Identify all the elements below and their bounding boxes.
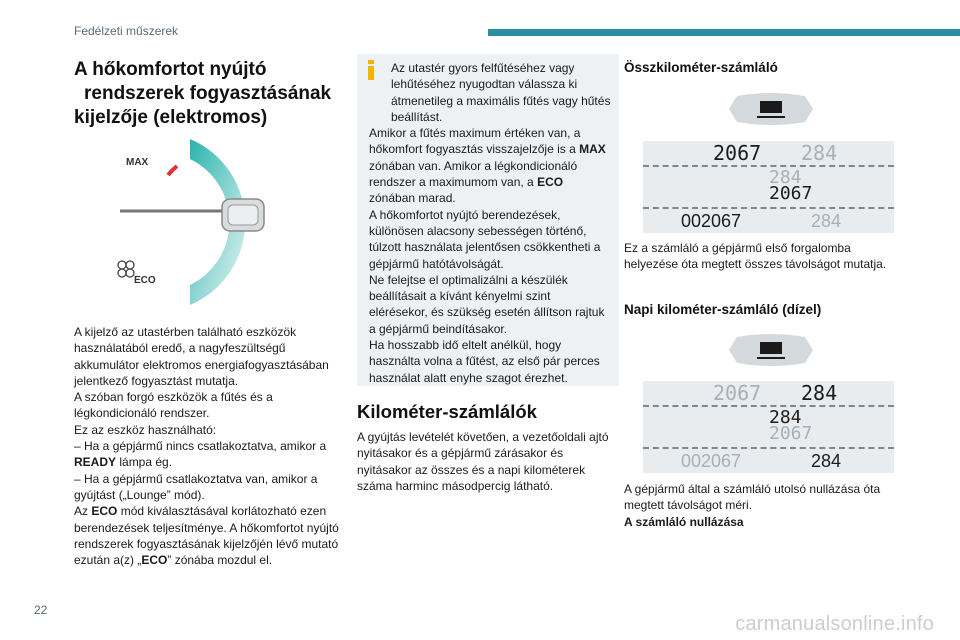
note-sentence-5: Ha hosszabb idő eltelt anélkül, hogy használta volna a fűtést, az első pár perces használat alatt enyhe szagot érezhet.: [369, 338, 600, 385]
trip-lcd-trip: 284: [811, 451, 842, 471]
trip-lcd-total: 002067: [681, 451, 742, 471]
display-divider-2: [643, 207, 894, 209]
info-note-text: [369, 60, 611, 386]
gauge-max-label: MAX: [126, 157, 149, 168]
note-sentence-2: Amikor a fűtés maximum értéken van, a hőkomfort fogyasztás visszajelzője is a MAX zónában van. Amikor a légkondicionáló rendszer a maximumom van, a ECO zónában marad.: [369, 126, 606, 206]
trip-odometer-heading: Napi kilométer-számláló (dízel): [624, 302, 822, 317]
total-display-total-top: 2067: [713, 141, 762, 165]
trip-odometer-paragraph: A gépjármű által a számláló utolsó nullázása óta megtett távolságot méri.: [624, 482, 881, 513]
gauge-hub-inner: [228, 205, 258, 225]
odometer-button-icon: [727, 92, 815, 126]
col1-bullet-1: – Ha a gépjármű nincs csatlakoztatva, amikor a READY lámpa ég.: [74, 439, 327, 470]
trip-button-icon: [727, 333, 815, 367]
gauge-redzone: [168, 166, 177, 175]
trip-display-total-middle: 2067: [769, 423, 813, 444]
total-display-trip-top: 284: [801, 141, 838, 165]
gauge-eco-label: ECO: [134, 275, 156, 286]
total-odometer-heading: Összkilométer-számláló: [624, 60, 778, 75]
trip-odometer-display: [643, 381, 894, 473]
note-sentence-4: Ne felejtse el optimalizálni a készülék beállításait a kívánt kényelmi szint elérésekor, és szükség esetén állítson rajtuk a gépjármű beindításakor.: [369, 272, 605, 336]
col1-paragraph-4: Az ECO mód kiválasztásával korlátozható ezen berendezések teljesítménye. A hőkomfortot nyújtó rendszerek fogyasztásának kijelzőjén lévő mutató ezután a(z) „ECO” zónába mozdul el.: [74, 504, 339, 568]
trip-reset-heading: A számláló nullázása: [624, 514, 744, 529]
page-number: 22: [34, 603, 48, 617]
section-header: Fedélzeti műszerek: [74, 24, 179, 38]
col1-paragraph-1: A kijelző az utastérben található eszközök használatából eredő, a nagyfeszültségű akkumulátor elektromos energiafogyasztásában jelentkező fogyasztást mutatja.: [74, 325, 329, 388]
note-sentence-3: A hőkomfortot nyújtó berendezések, különösen alacsony sebességen történő, túlzott használata jelentősen csökkentheti a gépjármű hatótávolságát.: [369, 207, 601, 271]
odometers-paragraph: A gyújtás levételét követően, a vezetőoldali ajtó nyitásakor és a gépjármű zárásakor és nyitásakor az összes és a napi kilométerek száma harminc másodpercig látható.: [357, 430, 609, 493]
col1-paragraph-2: A szóban forgó eszközök a fűtés és a légkondicionáló rendszer.: [74, 390, 273, 421]
page-title: [74, 58, 344, 130]
col1-body: [74, 324, 342, 568]
total-display-total-middle: 2067: [769, 183, 813, 204]
page-title-line-1: A hőkomfortot nyújtó: [74, 59, 267, 80]
col1-paragraph-3: Ez az eszköz használható:: [74, 422, 217, 437]
note-sentence-1: Az utastér gyors felfűtéséhez vagy lehűtéséhez nyugodtan válassza ki átmenetileg a maximális fűtés vagy hűtés beállítást.: [391, 61, 611, 124]
total-lcd-total: 002067: [681, 211, 742, 231]
display-divider-4: [643, 447, 894, 449]
total-odometer-paragraph: Ez a számláló a gépjármű első forgalomba helyezése óta megtett összes távolságot mutatja.: [624, 241, 887, 272]
trip-display-trip-middle: 284: [769, 407, 802, 428]
total-odometer-display: [643, 141, 894, 233]
total-lcd-trip: 284: [811, 211, 842, 231]
page-title-line-3: kijelzője (elektromos): [74, 107, 268, 128]
eco-leaf-icon: [118, 261, 134, 277]
total-display-trip-middle: 284: [769, 167, 802, 188]
trip-odometer-body: [624, 481, 898, 530]
odometers-heading: Kilométer-számlálók: [357, 401, 537, 422]
trip-display-total-top: 2067: [713, 381, 762, 405]
watermark: carmanualsonline.info: [735, 613, 934, 635]
trip-display-trip-top: 284: [801, 381, 838, 405]
info-note-box: [357, 54, 619, 386]
header-bar: [488, 29, 960, 36]
heat-consumption-gauge: [110, 135, 310, 310]
col1-bullet-2: – Ha a gépjármű csatlakoztatva van, amikor a gyújtást („Lounge” mód).: [74, 471, 318, 502]
page-title-line-2: rendszerek fogyasztásának: [84, 83, 332, 104]
